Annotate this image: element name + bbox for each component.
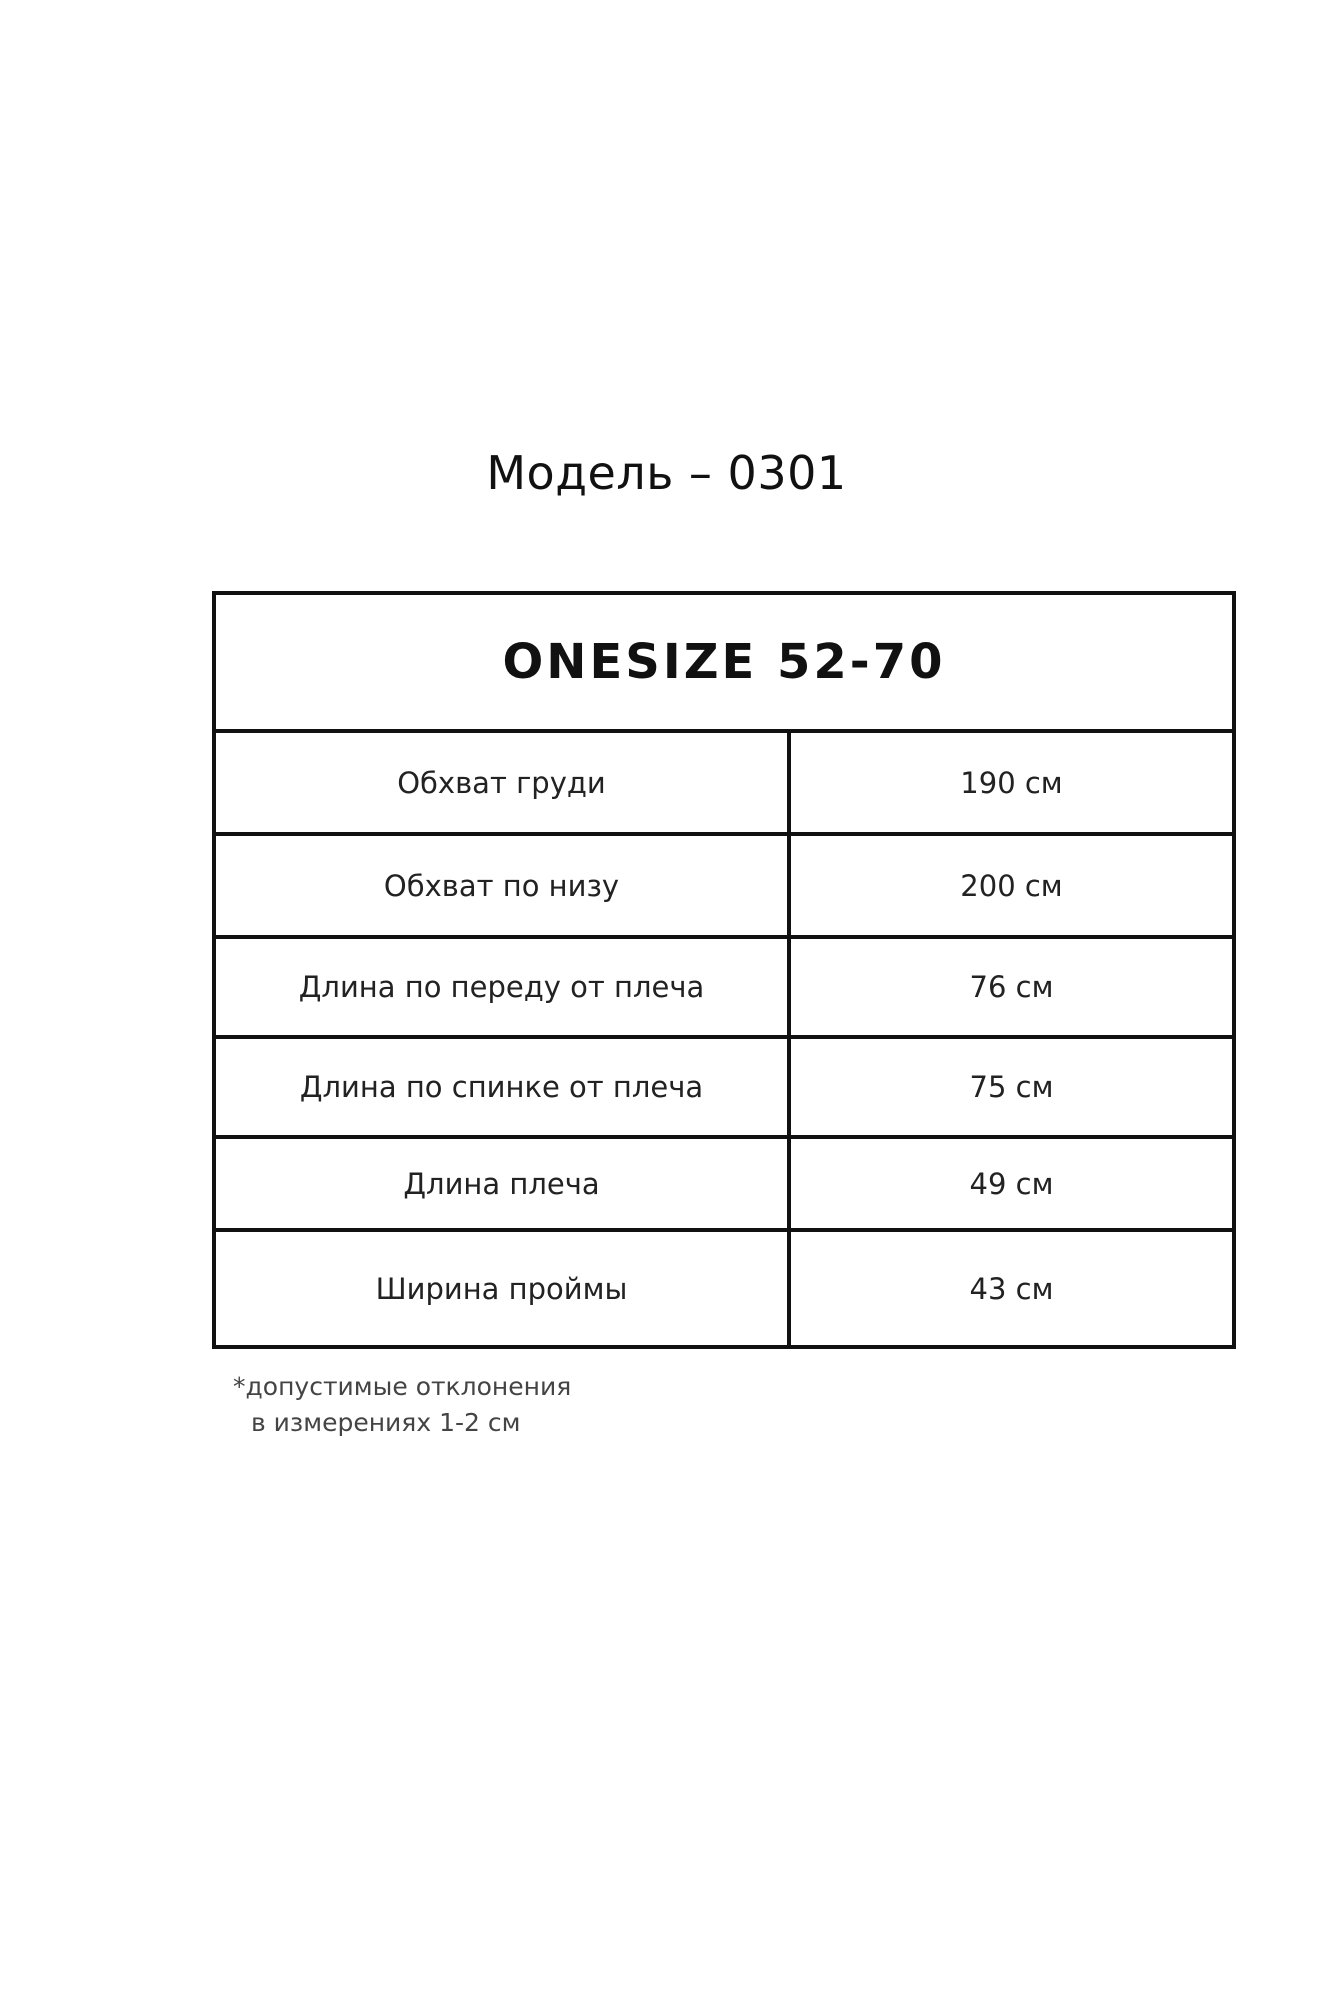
measurement-value: 49 см <box>789 1137 1234 1230</box>
tolerance-footnote <box>233 1369 571 1441</box>
measurement-label: Обхват по низу <box>214 834 789 937</box>
measurement-label: Длина по переду от плеча <box>214 937 789 1037</box>
table-row <box>214 1137 1234 1230</box>
measurement-label: Длина плеча <box>214 1137 789 1230</box>
measurement-value: 75 см <box>789 1037 1234 1137</box>
measurement-value: 76 см <box>789 937 1234 1037</box>
footnote-line-2: в измерениях 1-2 см <box>251 1408 521 1437</box>
measurement-value: 200 см <box>789 834 1234 937</box>
measurement-value: 190 см <box>789 731 1234 834</box>
measurement-value: 43 см <box>789 1230 1234 1347</box>
page-title: Модель – 0301 <box>486 446 847 500</box>
table-header-row <box>214 593 1234 731</box>
table-row <box>214 834 1234 937</box>
table-row <box>214 1230 1234 1347</box>
table-row <box>214 1037 1234 1137</box>
table-row <box>214 937 1234 1037</box>
footnote-line-1: *допустимые отклонения <box>233 1372 572 1401</box>
table-row <box>214 731 1234 834</box>
measurement-label: Обхват груди <box>214 731 789 834</box>
measurement-label: Длина по спинке от плеча <box>214 1037 789 1137</box>
size-table <box>212 591 1236 1349</box>
measurement-label: Ширина проймы <box>214 1230 789 1347</box>
size-header: ONESIZE 52-70 <box>214 593 1234 731</box>
